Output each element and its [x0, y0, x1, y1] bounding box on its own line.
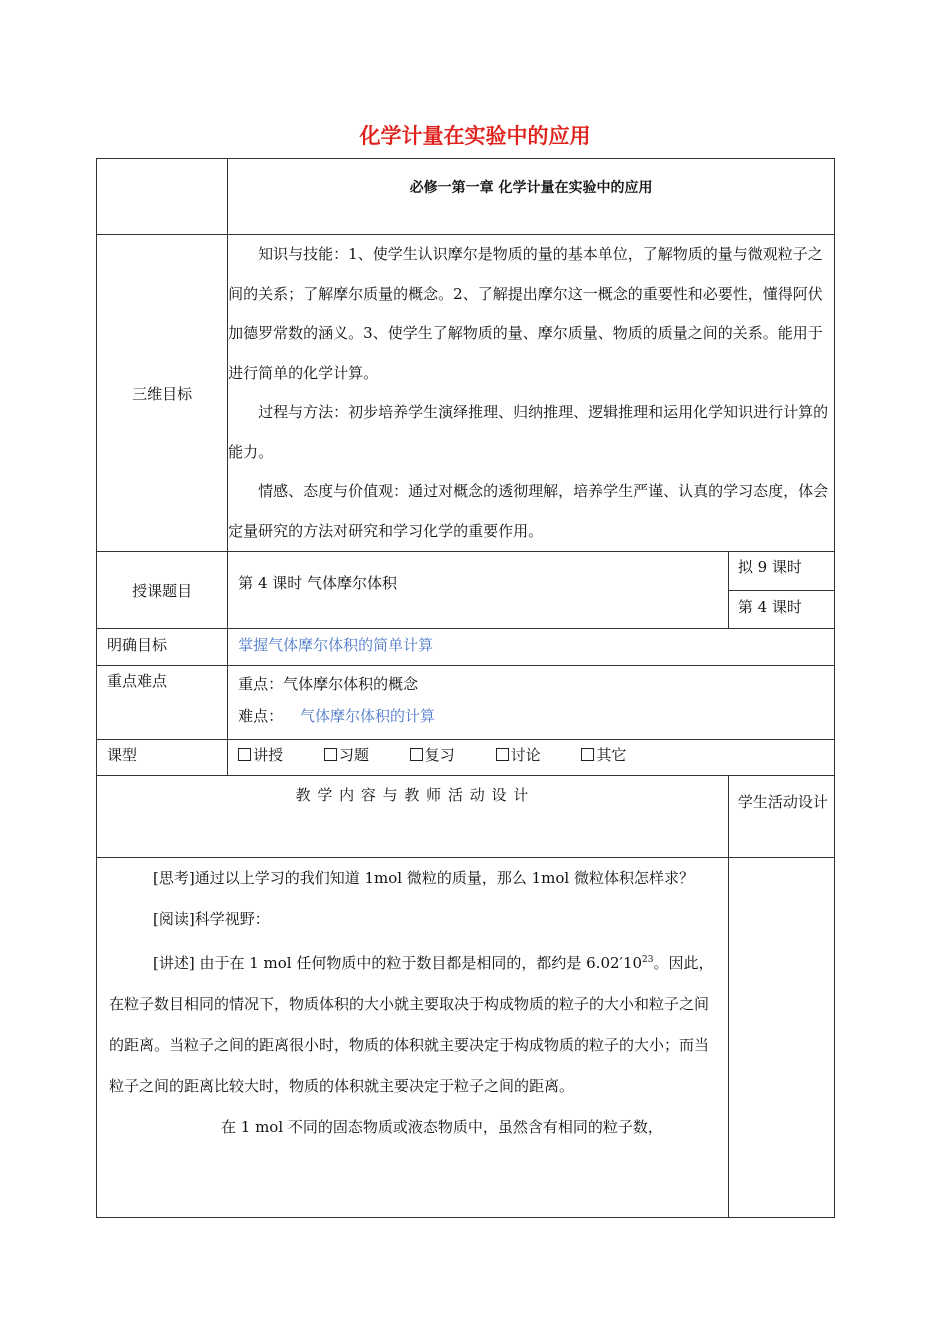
- topic-value: 第 4 课时 气体摩尔体积: [228, 552, 729, 629]
- keypoints-row: [97, 666, 835, 740]
- difficult-value: 气体摩尔体积的计算: [299, 707, 435, 725]
- lesson-plan-table: [96, 158, 835, 1218]
- lesson-type-label: 课型: [97, 740, 228, 776]
- student-design-header: 学生活动设计: [728, 776, 834, 858]
- topic-row-1: [97, 552, 835, 591]
- difficult-label: 难点：: [238, 707, 284, 725]
- current-hour: 第 4 课时: [728, 591, 834, 629]
- content-solid-liquid: 在 1 mol 不同的固态物质或液态物质中，虽然含有相同的粒子数，: [221, 1118, 663, 1136]
- goals-row: [97, 235, 835, 552]
- option-lecture[interactable]: 讲授: [238, 744, 283, 765]
- design-header-row: [97, 776, 835, 858]
- option-exercise[interactable]: 习题: [324, 744, 369, 765]
- checkbox-icon[interactable]: [324, 748, 337, 761]
- option-review[interactable]: 复习: [410, 744, 455, 765]
- objective-row: [97, 629, 835, 666]
- key-point: 重点：气体摩尔体积的概念: [238, 675, 419, 693]
- document-title: 化学计量在实验中的应用: [359, 124, 591, 148]
- content-row: [97, 858, 835, 1218]
- keypoints-cell: [228, 666, 835, 740]
- content-narrate: [讲述] 由于在 1 mol 任何物质中的粒于数目都是相同的，都约是 $6.02'10^{23}$。因此，在粒子数目相同的情况下，物质体积的大小就主要取决于构成物质的粒子的大小和粒子之间的距离。当粒子之间的距离很小时，物质的体积就主要决定于构成物质的粒子的大小；而当粒子之间的距离比较大时，物质的体积就主要决定于粒子之间的距离。: [109, 954, 714, 1095]
- objective-label: 明确目标: [97, 629, 228, 666]
- difficult-point: [238, 698, 834, 734]
- planned-hours: 拟 9 课时: [728, 552, 834, 591]
- header-row: [97, 159, 835, 235]
- checkbox-icon[interactable]: [410, 748, 423, 761]
- header-blank-cell: [97, 159, 228, 235]
- option-discussion[interactable]: 讨论: [496, 744, 541, 765]
- goals-label: 三维目标: [97, 235, 228, 552]
- content-read: [阅读]科学视野：: [153, 910, 270, 928]
- checkbox-icon[interactable]: [496, 748, 509, 761]
- keypoints-label: 重点难点: [97, 666, 228, 740]
- checkbox-icon[interactable]: [238, 748, 251, 761]
- option-other[interactable]: 其它: [581, 744, 626, 765]
- teacher-design-header: 教 学 内 容 与 教 师 活 动 设 计: [97, 776, 729, 858]
- lesson-type-row: [97, 740, 835, 776]
- checkbox-icon[interactable]: [581, 748, 594, 761]
- goals-cell: [228, 235, 835, 552]
- lesson-type-options: [228, 740, 835, 776]
- topic-label: 授课题目: [97, 552, 228, 629]
- goal-process: 过程与方法：初步培养学生演绎推理、归纳推理、逻辑推理和运用化学知识进行计算的能力。: [228, 403, 829, 461]
- goal-emotion: 情感、态度与价值观：通过对概念的透彻理解，培养学生严谨、认真的学习态度，体会定量研究的方法对研究和学习化学的重要作用。: [228, 482, 829, 540]
- content-think: [思考]通过以上学习的我们知道 1mol 微粒的质量，那么 1mol 微粒体积怎样求？: [153, 869, 694, 887]
- goal-knowledge: 知识与技能：1、使学生认识摩尔是物质的量的基本单位，了解物质的量与微观粒子之间的关系；了解摩尔质量的概念。2、了解提出摩尔这一概念的重要性和必要性，懂得阿伏加德罗常数的涵义。3、使学生了解物质的量、摩尔质量、物质的质量之间的关系。能用于进行简单的化学计算。: [228, 245, 823, 382]
- student-activity-cell: [728, 858, 834, 1218]
- course-header: 必修一第一章 化学计量在实验中的应用: [228, 159, 835, 235]
- teaching-content: [97, 858, 729, 1218]
- objective-value: 掌握气体摩尔体积的简单计算: [228, 629, 835, 666]
